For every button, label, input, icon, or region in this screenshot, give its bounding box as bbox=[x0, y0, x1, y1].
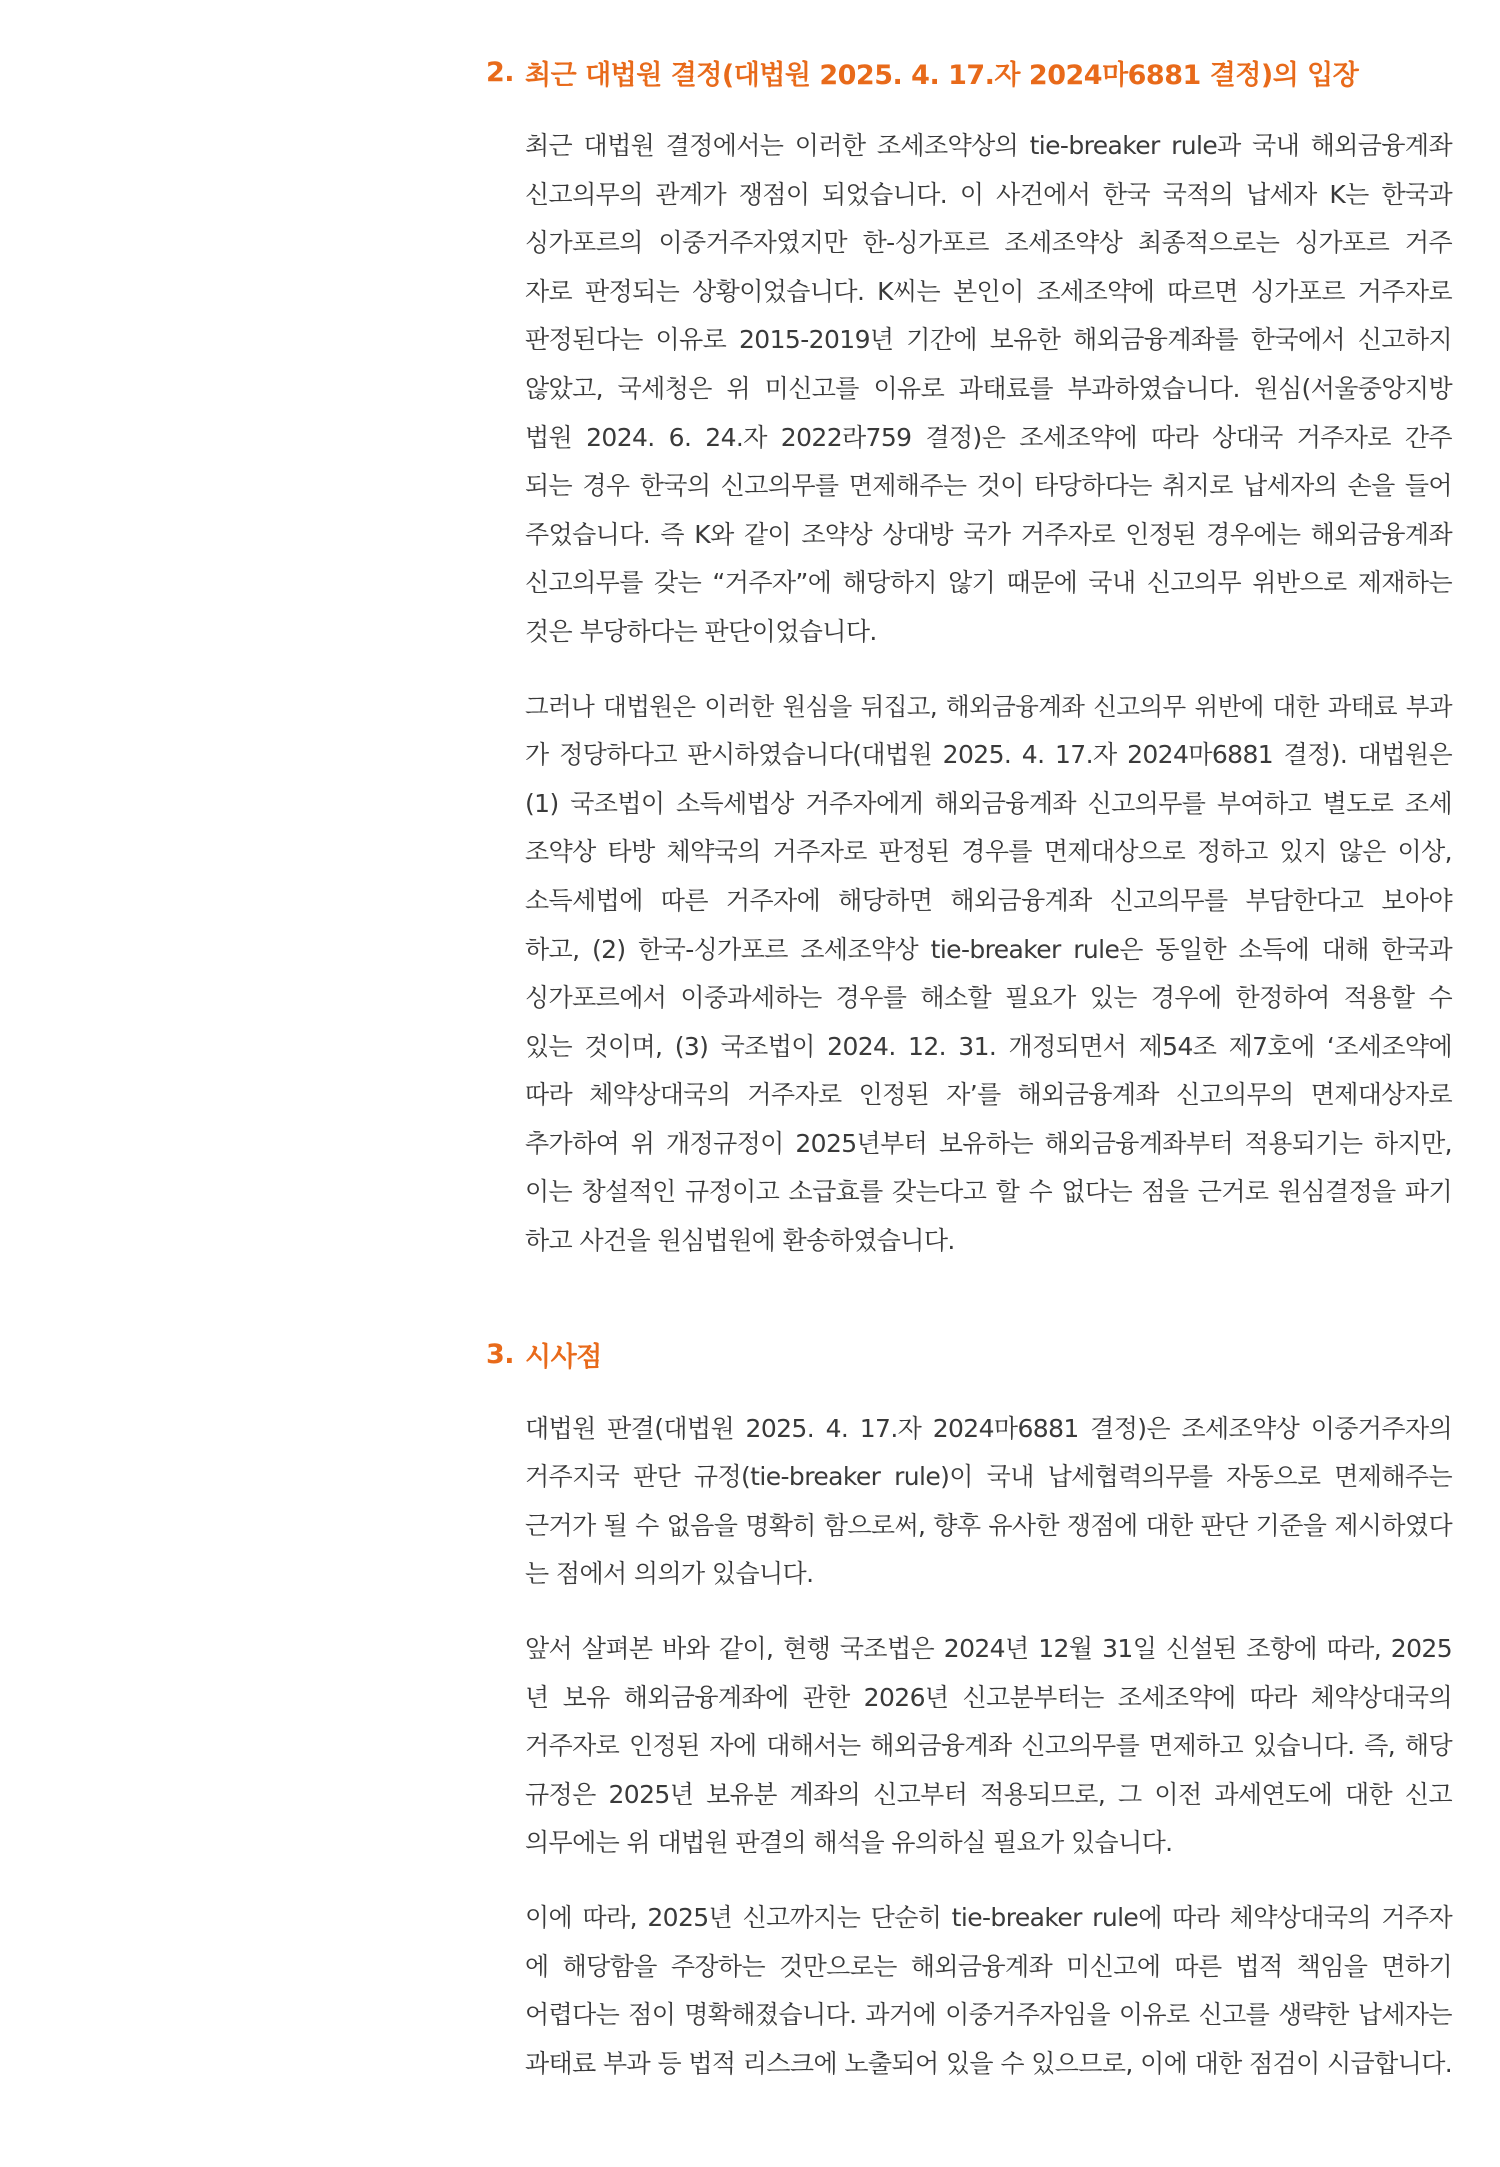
text-line: 는 점에서 의의가 있습니다. bbox=[525, 1559, 814, 1589]
text-line: 자로 판정되는 상황이었습니다. K씨는 본인이 조세조약에 따르면 싱가포르 거주자로 bbox=[525, 276, 1452, 306]
paragraph bbox=[525, 683, 1452, 1266]
text-line: 싱가포르에서 이중과세하는 경우를 해소할 필요가 있는 경우에 한정하여 적용할 수 bbox=[525, 983, 1452, 1013]
text-line: 싱가포르의 이중거주자였지만 한-싱가포르 조세조약상 최종적으로는 싱가포르 거주 bbox=[525, 228, 1452, 258]
text-line: 그러나 대법원은 이러한 원심을 뒤집고, 해외금융계좌 신고의무 위반에 대한 과태료 부과 bbox=[525, 691, 1452, 721]
text-line: 규정은 2025년 보유분 계좌의 신고부터 적용되므로, 그 이전 과세연도에 대한 신고 bbox=[525, 1779, 1452, 1809]
text-line: 근거가 될 수 없음을 명확히 함으로써, 향후 유사한 쟁점에 대한 판단 기준을 제시하였다 bbox=[525, 1510, 1452, 1540]
text-line: 에 해당함을 주장하는 것만으로는 해외금융계좌 미신고에 따른 법적 책임을 면하기 bbox=[525, 1951, 1452, 1981]
text-line: 주었습니다. 즉 K와 같이 조약상 상대방 국가 거주자로 인정된 경우에는 해외금융계좌 bbox=[525, 519, 1452, 549]
text-line: 거주자로 인정된 자에 대해서는 해외금융계좌 신고의무를 면제하고 있습니다. 즉, 해당 bbox=[525, 1731, 1452, 1761]
text-line: 하고, (2) 한국-싱가포르 조세조약상 tie-breaker rule은 동일한 소득에 대해 한국과 bbox=[525, 934, 1452, 964]
section-number: 3. bbox=[486, 1339, 515, 1371]
text-line: 년 보유 해외금융계좌에 관한 2026년 신고분부터는 조세조약에 따라 체약상대국의 bbox=[525, 1682, 1452, 1712]
text-line: 것은 부당하다는 판단이었습니다. bbox=[525, 616, 877, 646]
text-line: 거주지국 판단 규정(tie-breaker rule)이 국내 납세협력의무를 자동으로 면제해주는 bbox=[525, 1462, 1452, 1492]
section-3 bbox=[486, 1335, 1452, 2089]
section-title: 최근 대법원 결정(대법원 2025. 4. 17.자 2024마6881 결정)의 입장 bbox=[525, 59, 1359, 91]
section-title: 시사점 bbox=[525, 1342, 602, 1374]
text-line: 따라 체약상대국의 거주자로 인정된 자’를 해외금융계좌 신고의무의 면제대상자로 bbox=[525, 1080, 1452, 1110]
text-line: 최근 대법원 결정에서는 이러한 조세조약상의 tie-breaker rule과 국내 해외금융계좌 bbox=[525, 131, 1452, 160]
text-line: 소득세법에 따른 거주자에 해당하면 해외금융계좌 신고의무를 부담한다고 보아야 bbox=[525, 885, 1452, 915]
text-line: 추가하여 위 개정규정이 2025년부터 보유하는 해외금융계좌부터 적용되기는 하지만, bbox=[525, 1128, 1452, 1158]
text-line: 법원 2024. 6. 24.자 2022라759 결정)은 조세조약에 따라 상대국 거주자로 간주 bbox=[525, 422, 1452, 452]
paragraph bbox=[525, 1625, 1452, 1868]
text-line: 의무에는 위 대법원 판결의 해석을 유의하실 필요가 있습니다. bbox=[525, 1828, 1173, 1858]
text-line: 있는 것이며, (3) 국조법이 2024. 12. 31. 개정되면서 제54조 제7호에 ‘조세조약에 bbox=[525, 1031, 1452, 1061]
section-number: 2. bbox=[486, 56, 515, 88]
text-line: 신고의무의 관계가 쟁점이 되었습니다. 이 사건에서 한국 국적의 납세자 K는 한국과 bbox=[525, 179, 1452, 209]
text-line: 신고의무를 갖는 “거주자”에 해당하지 않기 때문에 국내 신고의무 위반으로 제재하는 bbox=[525, 568, 1452, 598]
text-line: 가 정당하다고 판시하였습니다(대법원 2025. 4. 17.자 2024마6881 결정). 대법원은 bbox=[525, 740, 1452, 770]
section-2 bbox=[486, 52, 1452, 1266]
text-line: 앞서 살펴본 바와 같이, 현행 국조법은 2024년 12월 31일 신설된 조항에 따라, 2025 bbox=[525, 1634, 1452, 1664]
text-line: 되는 경우 한국의 신고의무를 면제해주는 것이 타당하다는 취지로 납세자의 손을 들어 bbox=[525, 471, 1452, 501]
text-line: (1) 국조법이 소득세법상 거주자에게 해외금융계좌 신고의무를 부여하고 별도로 조세 bbox=[525, 788, 1452, 818]
paragraph bbox=[525, 122, 1452, 657]
text-line: 과태료 부과 등 법적 리스크에 노출되어 있을 수 있으므로, 이에 대한 점검이 시급합니다. bbox=[525, 2048, 1453, 2078]
text-line: 이에 따라, 2025년 신고까지는 단순히 tie-breaker rule에 따라 체약상대국의 거주자 bbox=[525, 1903, 1452, 1932]
text-line: 대법원 판결(대법원 2025. 4. 17.자 2024마6881 결정)은 조세조약상 이중거주자의 bbox=[525, 1413, 1452, 1443]
section-heading bbox=[486, 1335, 1452, 1375]
text-line: 않았고, 국세청은 위 미신고를 이유로 과태료를 부과하였습니다. 원심(서울중앙지방 bbox=[525, 373, 1452, 403]
text-line: 조약상 타방 체약국의 거주자로 판정된 경우를 면제대상으로 정하고 있지 않은 이상, bbox=[525, 837, 1452, 867]
text-line: 하고 사건을 원심법원에 환송하였습니다. bbox=[525, 1226, 955, 1256]
text-line: 판정된다는 이유로 2015-2019년 기간에 보유한 해외금융계좌를 한국에서 신고하지 bbox=[525, 325, 1452, 355]
section-heading bbox=[486, 52, 1452, 92]
text-line: 어렵다는 점이 명확해졌습니다. 과거에 이중거주자임을 이유로 신고를 생략한 납세자는 bbox=[525, 2000, 1452, 2030]
paragraph bbox=[525, 1894, 1452, 2088]
paragraph bbox=[525, 1405, 1452, 1599]
text-line: 이는 창설적인 규정이고 소급효를 갖는다고 할 수 없다는 점을 근거로 원심결정을 파기 bbox=[525, 1177, 1452, 1207]
